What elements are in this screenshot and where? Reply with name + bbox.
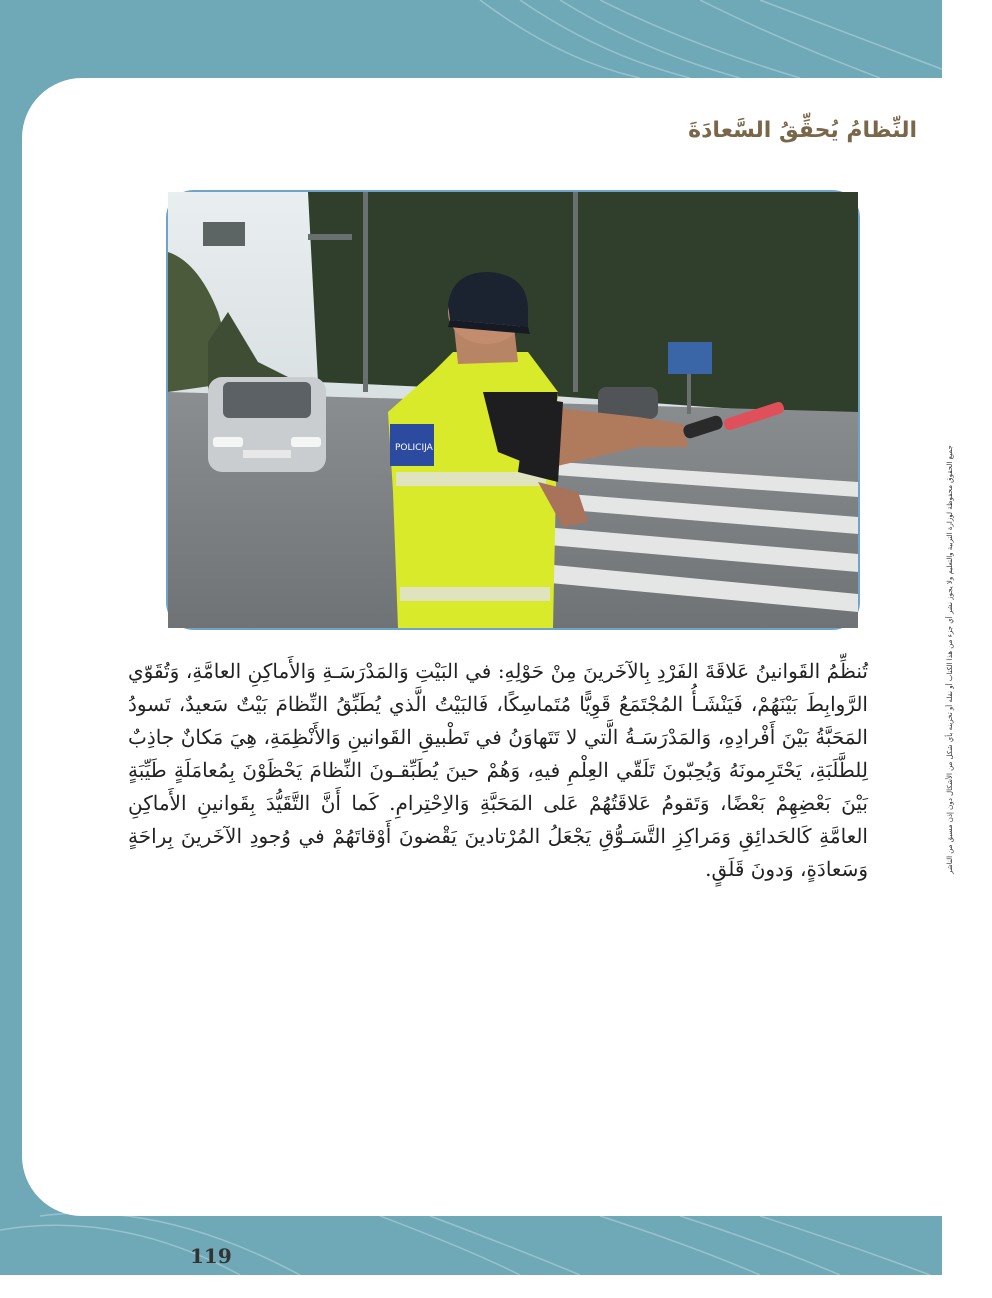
traffic-police-photo — [166, 190, 860, 630]
body-paragraph: تُنظِّمُ القَوانينُ عَلاقَةَ الفَرْدِ بِالآخَرينَ مِنْ حَوْلِهِ: في البَيْتِ وَالمَدْرَسَـةِ وَالأَماكِنِ العامَّةِ، وَتُقَوّي الرَّوابِطَ بَيْنَهُمْ، فَيَنْشَـأُ المُجْتَمَعُ قَوِيًّا مُتَماسِكًا، فَالبَيْتُ الَّذي يُطَبِّقُ النِّظامَ بَيْتٌ سَعيدٌ، تَسودُ المَحَبَّةُ بَيْنَ أَفْرادِهِ، وَالمَدْرَسَـةُ الَّتي لا تَتَهاوَنُ في تَطْبيقِ القَوانينِ وَالأَنْظِمَةِ، هِيَ مَكانٌ جاذِبٌ لِلطَّلَبَةِ، يَحْتَرِمونَهُ وَيُحِبّونَ تَلَقّي العِلْمِ فيهِ، وَهُمْ حينَ يُطَبِّقـونَ النِّظامَ يَحْظَوْنَ بِمُعامَلَةٍ طَيِّبَةٍ بَيْنَ بَعْضِهِمْ بَعْضًا، وَتَقومُ عَلاقَتُهُمْ عَلى المَحَبَّةِ وَالاِحْتِرامِ. كَما أَنَّ التَّقَيُّدَ بِقَوانينِ الأَماكِنِ العامَّةِ كَالحَدائِقِ وَمَراكِزِ التَّسَـوُّقِ يَجْعَلُ المُرْتادينَ يَقْضونَ أَوْقاتَهُمْ في وُجودِ الآخَرينَ بِراحَةٍ وَسَعادَةٍ، وَدونَ قَلَقٍ. — [128, 659, 868, 881]
lesson-title: النِّظامُ يُحقِّقُ السَّعادَةَ — [688, 118, 917, 143]
vest-label: POLICIJA — [395, 443, 433, 453]
photo-illustration — [168, 192, 858, 628]
side-credit-text: جميع الحقوق محفوظة لوزارة التربية والتعليم ولا يجوز نشر أي جزء من هذا الكتاب أو نقله أو تخزينه بأي شكل من الأشكال دون إذن مسبق من الناشر — [946, 445, 954, 875]
page-number: 119 — [190, 1244, 232, 1268]
bottom-page-margin — [0, 1275, 992, 1298]
